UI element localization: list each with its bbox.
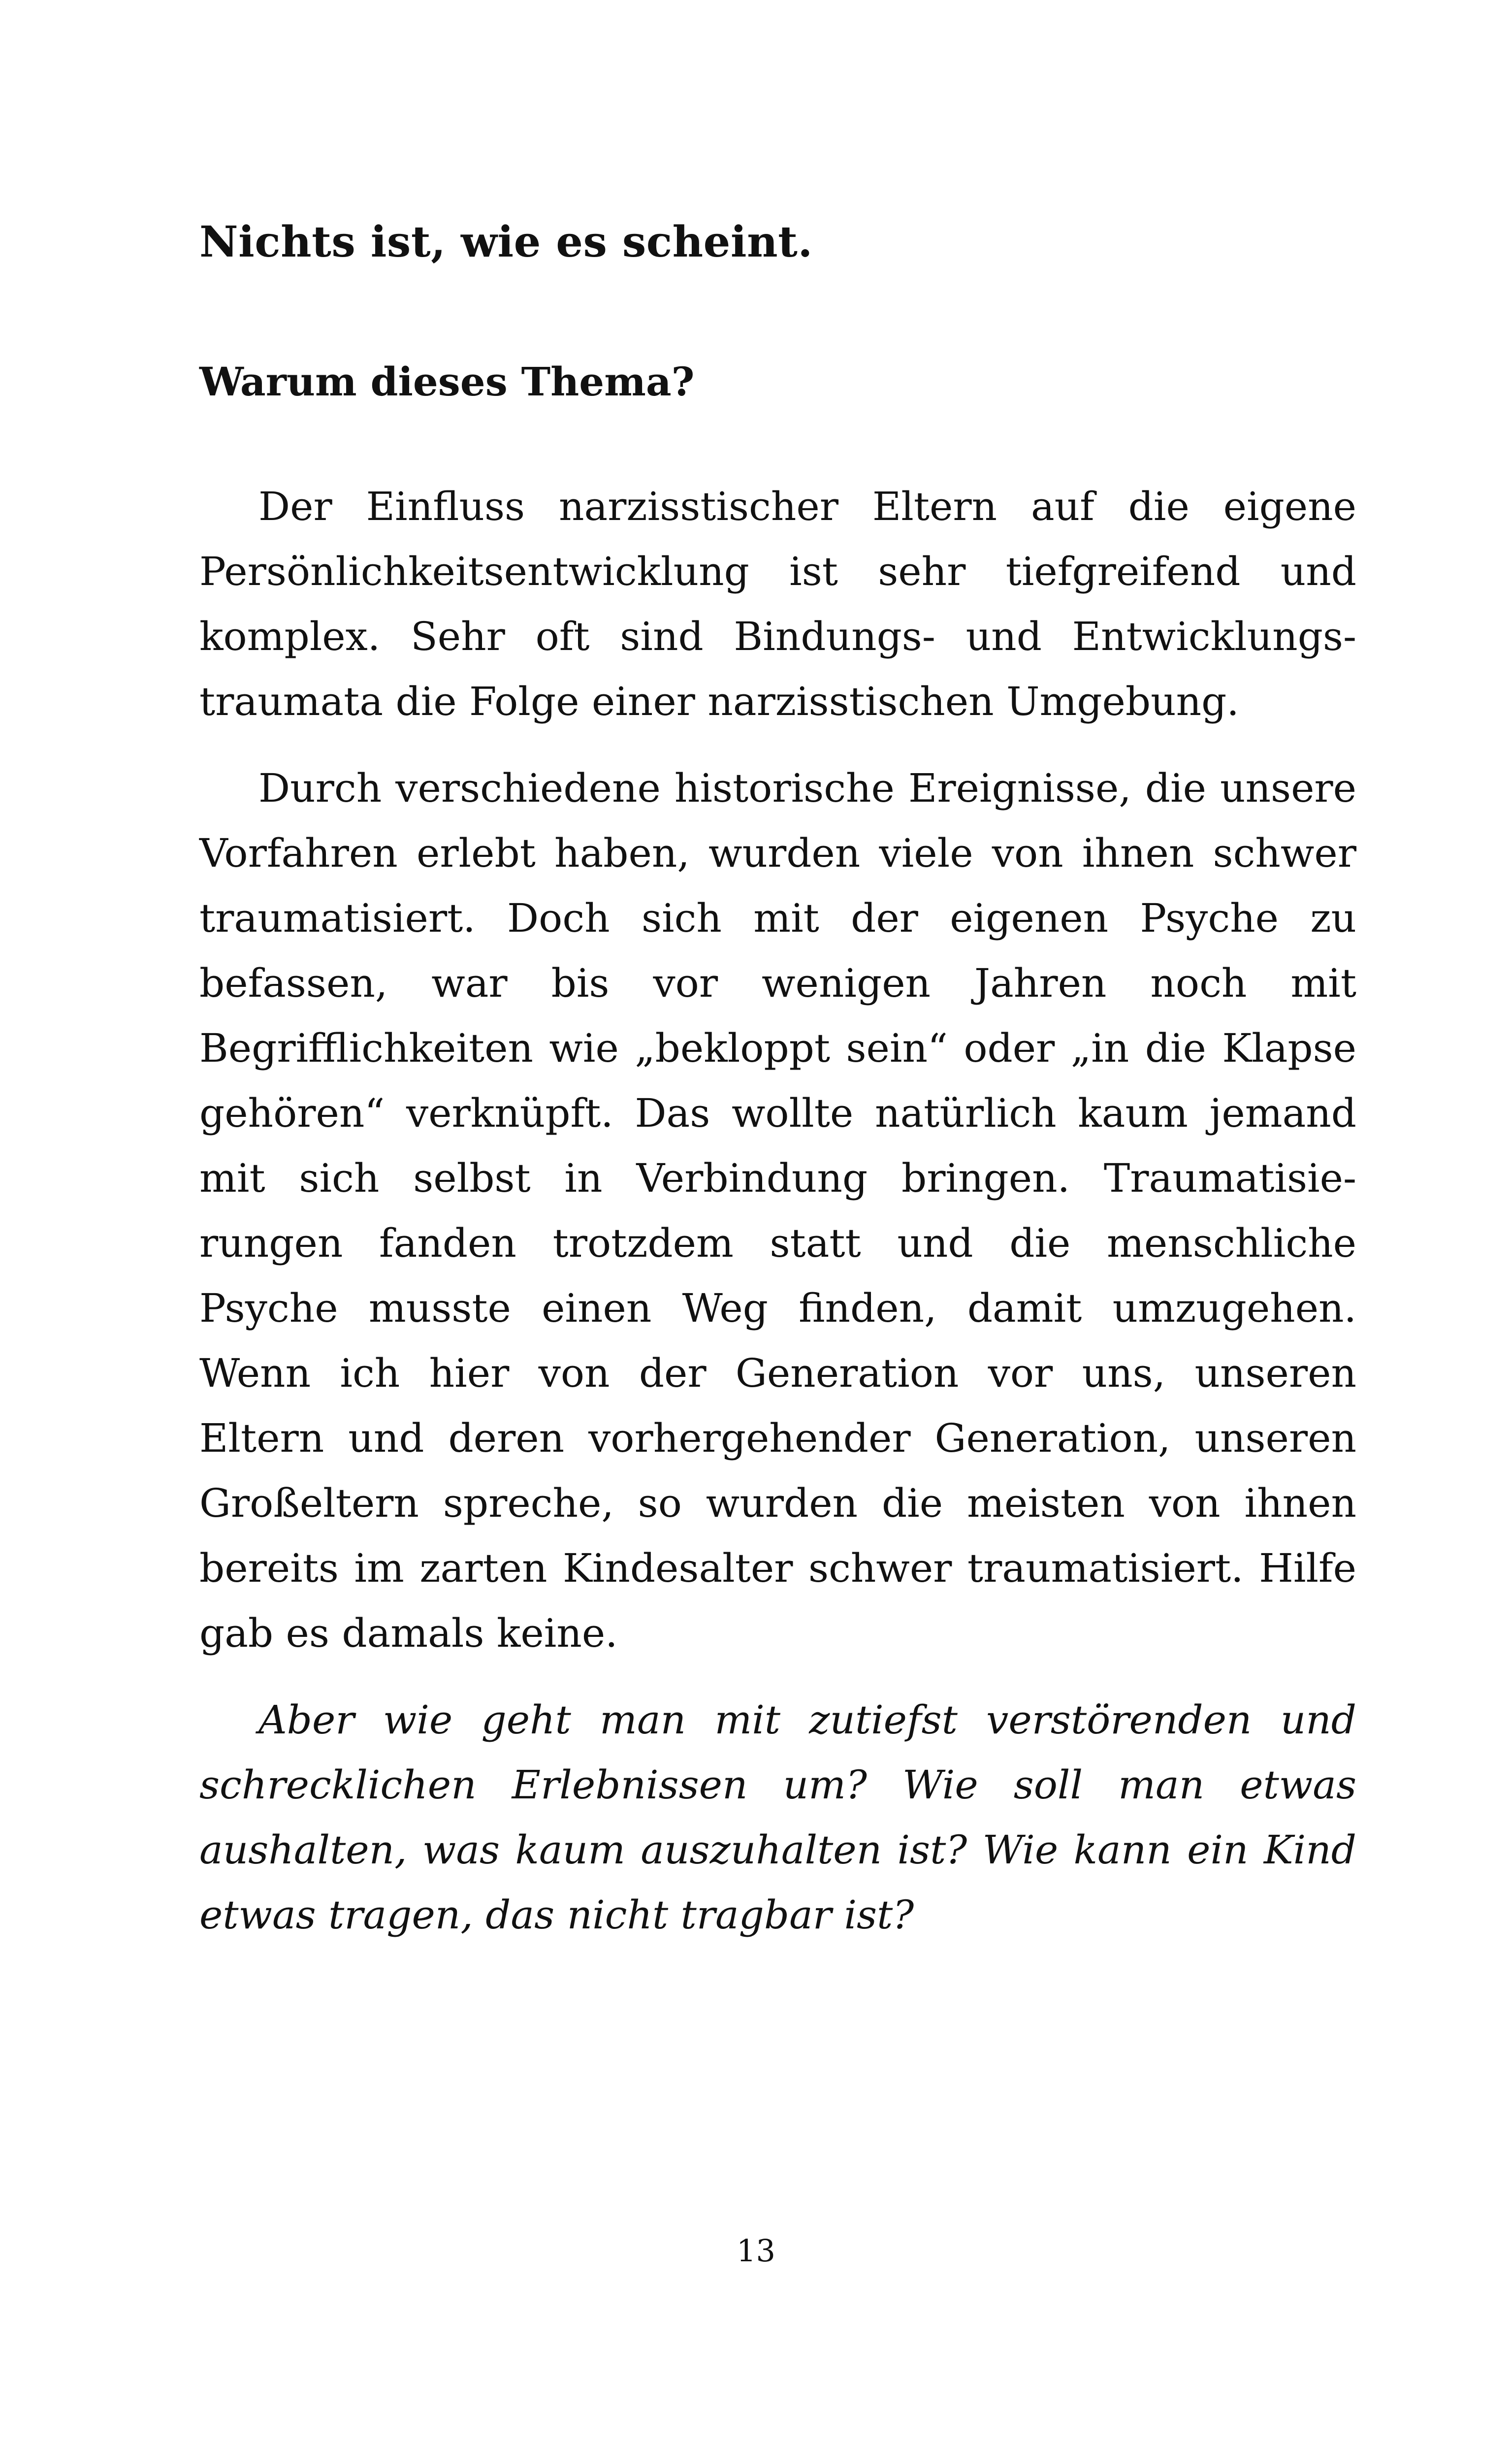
- paragraph-1: Der Einfluss narzisstischer Eltern auf die eigene Persönlichkeitsentwicklung ist sehr tiefgreifend und komplex. Sehr oft sind Bindungs- und Entwicklungstraumata die Folge einer narzisstischen Umgebung.: [199, 484, 1356, 725]
- paragraph-2: Durch verschiedene historische Ereignisse, die unsere Vorfahren erlebt haben, wurden viele von ihnen schwer traumatisiert. Doch sich mit der eigenen Psyche zu befassen, war bis vor wenigen Jahren noch mit Begrifflichkeiten wie „bekloppt sein“ oder „in die Klapse gehören“ verknüpft. Das wollte natürlich kaum jemand mit sich selbst in Verbindung bringen. Traumatisierungen fanden trotzdem statt und die menschliche Psyche musste einen Weg finden, damit umzugehen. Wenn ich hier von der Generation vor uns, unseren Eltern und deren vorhergehender Generation, unseren Großeltern spreche, so wurden die meisten von ihnen bereits im zarten Kindesalter schwer traumatisiert. Hilfe gab es damals keine.: [199, 765, 1356, 1657]
- page-number: 13: [737, 2233, 775, 2269]
- paragraph-3-italic: Aber wie geht man mit zutiefst verstörenden und schrecklichen Erlebnissen um? Wie soll man etwas aushalten, was kaum auszuhalten ist? Wie kann ein Kind etwas tragen, das nicht tragbar ist?: [199, 1697, 1356, 1938]
- page-content: [199, 217, 1356, 1948]
- chapter-title: Nichts ist, wie es scheint.: [199, 217, 813, 267]
- section-title: Warum dieses Thema?: [199, 358, 695, 405]
